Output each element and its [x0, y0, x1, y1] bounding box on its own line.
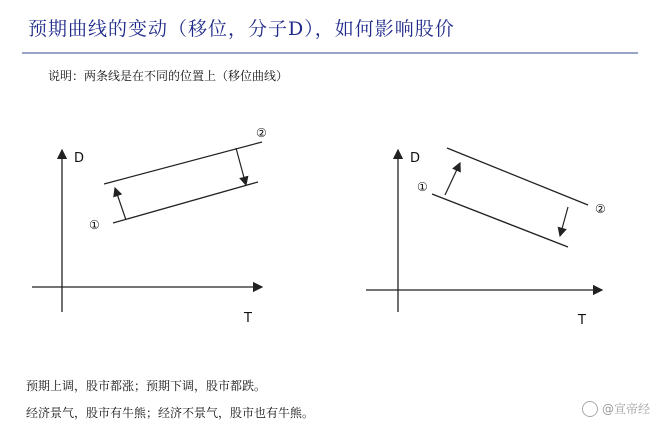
right-curve-upper: [447, 148, 588, 205]
right-curve-lower: [432, 194, 568, 247]
right-marker-2: ②: [595, 202, 606, 216]
watermark: [582, 400, 650, 417]
weibo-icon: [582, 401, 598, 417]
left-curve-upper: [104, 142, 262, 184]
footer-line-2: 经济景气，股市有牛熊；经济不景气，股市也有牛熊。: [26, 406, 315, 420]
right-shift-arrow-down: [560, 207, 568, 236]
left-marker-2: ②: [256, 126, 267, 140]
left-y-axis-label: D: [74, 151, 85, 166]
right-y-axis-label: D: [410, 151, 421, 166]
explanation-note: 说明：两条线是在不同的位置上（移位曲线）: [48, 69, 289, 83]
watermark-text: @宣帝经: [601, 402, 650, 416]
left-shift-arrow-up: [115, 188, 126, 220]
left-diagram: [32, 126, 267, 326]
left-x-axis-label: T: [244, 311, 252, 326]
right-diagram: [366, 148, 606, 328]
left-curve-lower: [113, 182, 258, 223]
left-marker-1: ①: [89, 218, 100, 232]
right-marker-1: ①: [417, 180, 428, 194]
right-x-axis-label: T: [578, 313, 586, 328]
right-shift-arrow-up: [445, 163, 460, 195]
page-title: 预期曲线的变动（移位，分子D），如何影响股价: [28, 18, 455, 40]
left-shift-arrow-down: [236, 148, 246, 185]
footer-line-1: 预期上调，股市都涨；预期下调，股市都跌。: [26, 379, 267, 393]
